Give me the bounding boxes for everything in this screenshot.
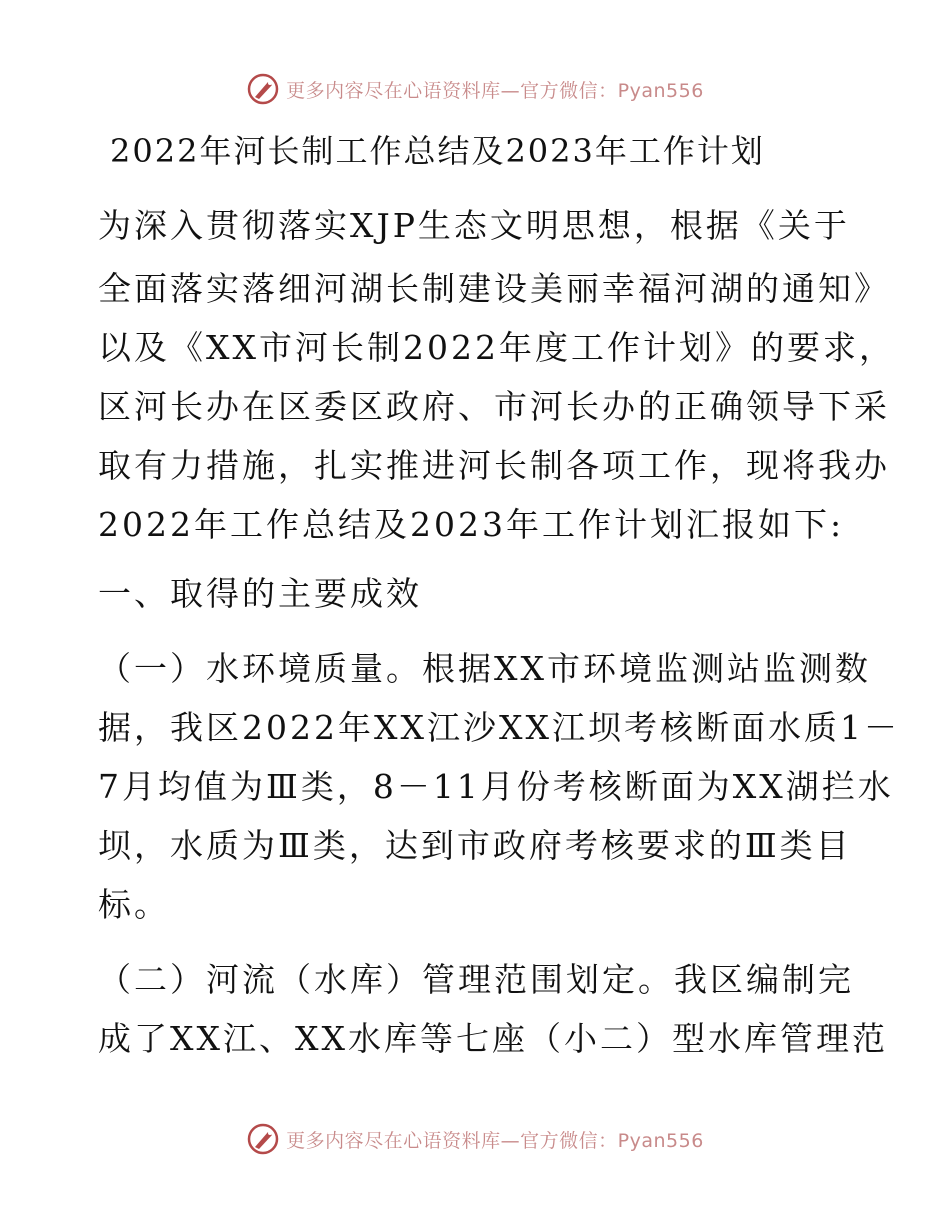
watermark-text: 更多内容尽在心语资料库—官方微信：Pyan556 bbox=[286, 79, 704, 102]
pen-logo-icon bbox=[246, 1122, 280, 1156]
paragraph-line: 坝，水质为Ⅲ类，达到市政府考核要求的Ⅲ类目 bbox=[98, 826, 852, 865]
paragraph-line: 成了XX江、XX水库等七座（小二）型水库管理范 bbox=[98, 1019, 888, 1058]
paragraph-line: 以及《XX市河长制2022年度工作计划》的要求， bbox=[98, 328, 895, 367]
paragraph-line: 2022年工作总结及2023年工作计划汇报如下: bbox=[98, 505, 845, 544]
watermark-footer bbox=[0, 1122, 950, 1156]
paragraph-line: 为深入贯彻落实XJP生态文明思想，根据《关于 bbox=[98, 206, 850, 245]
watermark-text: 更多内容尽在心语资料库—官方微信：Pyan556 bbox=[286, 1129, 704, 1152]
section-heading: 一、取得的主要成效 bbox=[98, 574, 422, 613]
pen-logo-icon bbox=[246, 72, 280, 106]
paragraph-line: 取有力措施，扎实推进河长制各项工作，现将我办 bbox=[98, 446, 890, 485]
paragraph-line: 区河长办在区委区政府、市河长办的正确领导下采 bbox=[98, 387, 890, 426]
document-title: 2022年河长制工作总结及2023年工作计划 bbox=[110, 132, 765, 170]
watermark-header bbox=[0, 72, 950, 106]
paragraph-line: 7月均值为Ⅲ类，8－11月份考核断面为XX湖拦水 bbox=[98, 767, 894, 806]
paragraph-line: （二）河流（水库）管理范围划定。我区编制完 bbox=[98, 960, 854, 999]
paragraph-line: 据，我区2022年XX江沙XX江坝考核断面水质1－ bbox=[98, 708, 900, 747]
paragraph-line: 标。 bbox=[98, 885, 170, 924]
paragraph-line: （一）水环境质量。根据XX市环境监测站监测数 bbox=[98, 649, 871, 688]
paragraph-line: 全面落实落细河湖长制建设美丽幸福河湖的通知》 bbox=[98, 269, 890, 308]
